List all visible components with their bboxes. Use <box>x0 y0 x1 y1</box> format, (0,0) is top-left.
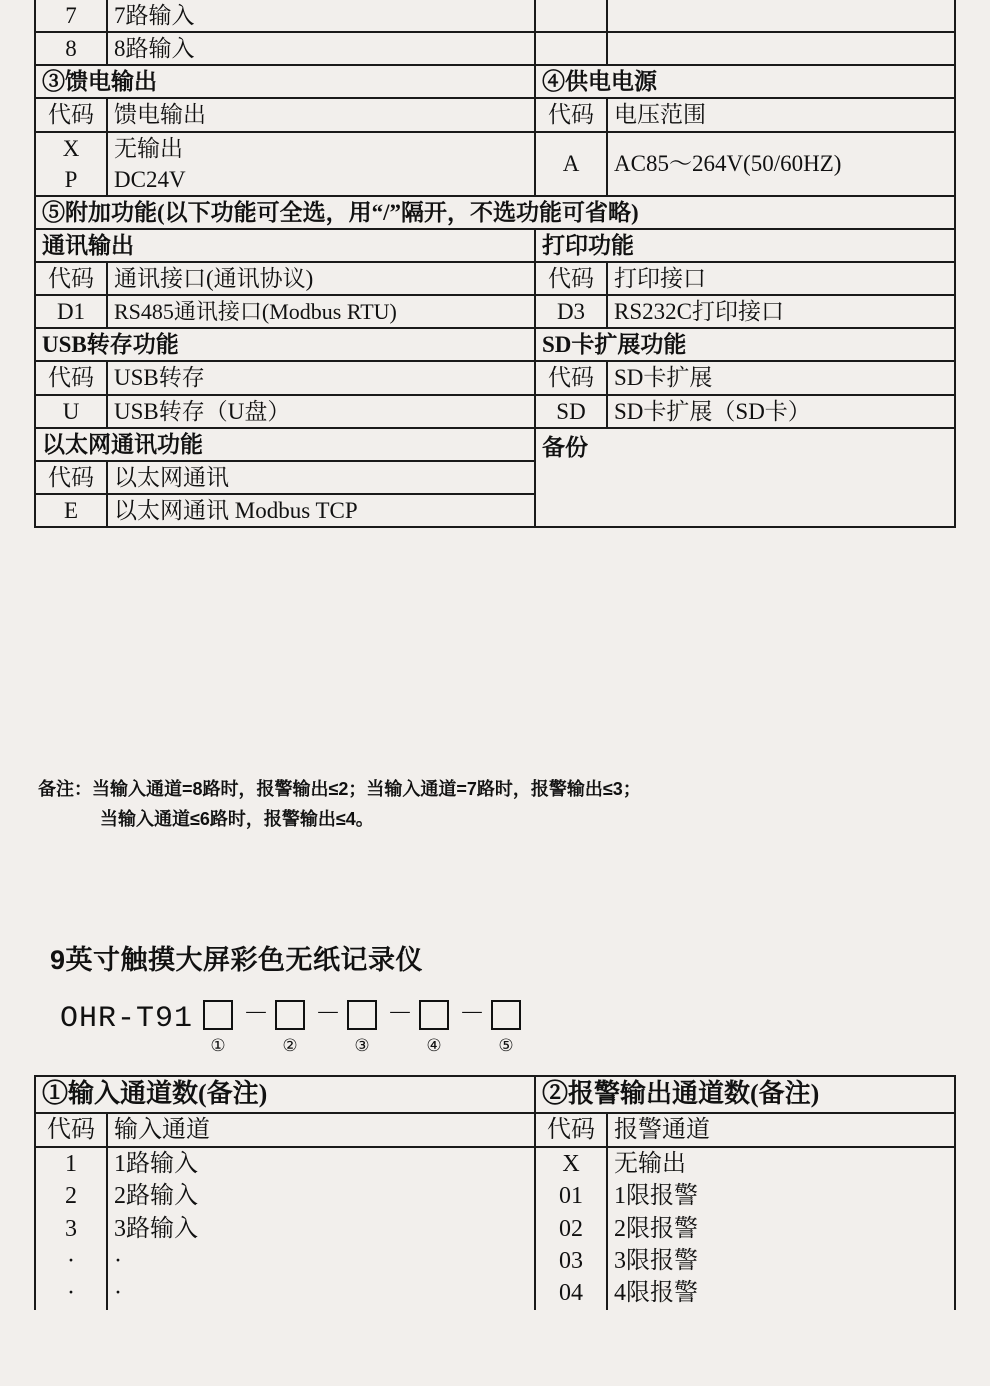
block1-right-title: 打印功能 <box>535 229 955 262</box>
table-row <box>35 1277 955 1309</box>
cell-value: 无输出 <box>107 132 535 164</box>
bottom-left-title: ①输入通道数(备注) <box>35 1076 535 1113</box>
block3-left-col-value: 以太网通讯 <box>107 461 535 494</box>
model-slot-4 <box>409 1000 459 1056</box>
cell-code-right <box>535 32 607 65</box>
remark-block <box>38 775 958 834</box>
cell-value-right: 3限报警 <box>607 1245 955 1277</box>
cell-value-right <box>607 32 955 65</box>
cell-code-right: 03 <box>535 1245 607 1277</box>
bottom-left-col-code: 代码 <box>35 1113 107 1147</box>
cell-code: · <box>35 1245 107 1277</box>
table-row <box>35 1180 955 1212</box>
slot-box-icon <box>419 1000 449 1030</box>
block2-right-col-code: 代码 <box>535 361 607 394</box>
top-spec-table <box>34 0 956 528</box>
subsection-header-row <box>35 328 955 361</box>
cell-value: USB转存（U盘） <box>107 395 535 428</box>
block2-left-title: USB转存功能 <box>35 328 535 361</box>
table-row <box>35 395 955 428</box>
cell-value: 3路输入 <box>107 1213 535 1245</box>
block1-left-col-value: 通讯接口(通讯协议) <box>107 262 535 295</box>
cell-code-right: A <box>535 132 607 196</box>
table-row <box>35 1147 955 1180</box>
cell-value: DC24V <box>107 164 535 196</box>
cell-value: 8路输入 <box>107 32 535 65</box>
cell-code-right: X <box>535 1147 607 1180</box>
cell-code-right <box>535 0 607 32</box>
remark-line-1: 备注：当输入通道=8路时，报警输出≤2；当输入通道=7路时，报警输出≤3； <box>38 779 641 799</box>
remark-line-2: 当输入通道≤6路时，报警输出≤4。 <box>100 808 374 829</box>
slot-box-icon <box>491 1000 521 1030</box>
cell-value-right: RS232C打印接口 <box>607 295 955 328</box>
section4-title: ④供电电源 <box>535 65 955 98</box>
cell-value-right: 4限报警 <box>607 1277 955 1309</box>
bottom-right-col-code: 代码 <box>535 1113 607 1147</box>
slot-marker: ① <box>210 1036 226 1055</box>
table-row <box>35 132 955 164</box>
cell-code: 3 <box>35 1213 107 1245</box>
table-row <box>35 295 955 328</box>
cell-code: D1 <box>35 295 107 328</box>
subsection-header-row <box>35 229 955 262</box>
model-slot-1 <box>193 1000 243 1056</box>
column-header-row <box>35 361 955 394</box>
page-title: 9英寸触摸大屏彩色无纸记录仪 <box>50 945 424 975</box>
cell-value-right: 2限报警 <box>607 1213 955 1245</box>
table-row <box>35 1245 955 1277</box>
cell-code-right: 02 <box>535 1213 607 1245</box>
model-slot-2 <box>265 1000 315 1056</box>
slot-marker: ③ <box>354 1036 370 1055</box>
model-slot-5 <box>481 1000 531 1056</box>
section3-col-code: 代码 <box>35 98 107 131</box>
cell-value: RS485通讯接口(Modbus RTU) <box>107 295 535 328</box>
cell-value-right: 无输出 <box>607 1147 955 1180</box>
cell-code: U <box>35 395 107 428</box>
slot-marker: ⑤ <box>498 1036 514 1055</box>
cell-value: 7路输入 <box>107 0 535 32</box>
bottom-right-col-value: 报警通道 <box>607 1113 955 1147</box>
cell-code: E <box>35 494 107 527</box>
section5-header-row <box>35 196 955 229</box>
cell-code: P <box>35 164 107 196</box>
section3-title: ③馈电输出 <box>35 65 535 98</box>
model-prefix: OHR-T91 <box>60 1002 194 1036</box>
block3-left-col-code: 代码 <box>35 461 107 494</box>
block3-right-title: 备份 <box>535 428 955 527</box>
table-row <box>35 0 955 32</box>
cell-code-right: 01 <box>535 1180 607 1212</box>
slot-box-icon <box>203 1000 233 1030</box>
block1-right-col-value: 打印接口 <box>607 262 955 295</box>
cell-value-right: 1限报警 <box>607 1180 955 1212</box>
bottom-spec-table-wrap <box>0 1075 990 1310</box>
block2-right-col-value: SD卡扩展 <box>607 361 955 394</box>
bottom-right-title: ②报警输出通道数(备注) <box>535 1076 955 1113</box>
cell-value: · <box>107 1245 535 1277</box>
table-row <box>35 32 955 65</box>
block3-left-title: 以太网通讯功能 <box>35 428 535 461</box>
bottom-left-col-value: 输入通道 <box>107 1113 535 1147</box>
slot-separator: － <box>315 1000 342 1030</box>
top-spec-table-wrap <box>0 0 990 528</box>
subsection-header-row <box>35 428 955 461</box>
cell-value: 以太网通讯 Modbus TCP <box>107 494 535 527</box>
cell-value-right: AC85～264V(50/60HZ) <box>607 132 955 196</box>
block1-right-col-code: 代码 <box>535 262 607 295</box>
slot-box-icon <box>347 1000 377 1030</box>
model-code-row <box>60 1000 531 1056</box>
block2-left-col-value: USB转存 <box>107 361 535 394</box>
cell-code-right: SD <box>535 395 607 428</box>
cell-code: 7 <box>35 0 107 32</box>
cell-value-right: SD卡扩展（SD卡） <box>607 395 955 428</box>
section4-col-value: 电压范围 <box>607 98 955 131</box>
section3-col-value: 馈电输出 <box>107 98 535 131</box>
block2-left-col-code: 代码 <box>35 361 107 394</box>
model-slot-3 <box>337 1000 387 1056</box>
cell-value: 1路输入 <box>107 1147 535 1180</box>
cell-value: 2路输入 <box>107 1180 535 1212</box>
section-header-row <box>35 65 955 98</box>
slot-separator: － <box>387 1000 414 1030</box>
section5-title: ⑤附加功能(以下功能可全选，用“/”隔开，不选功能可省略) <box>35 196 955 229</box>
cell-code-right: 04 <box>535 1277 607 1309</box>
slot-box-icon <box>275 1000 305 1030</box>
cell-code: X <box>35 132 107 164</box>
model-slots <box>193 1000 531 1056</box>
cell-code-right: D3 <box>535 295 607 328</box>
column-header-row <box>35 98 955 131</box>
bottom-spec-table <box>34 1075 956 1310</box>
cell-value-right <box>607 0 955 32</box>
slot-marker: ④ <box>426 1036 442 1055</box>
slot-marker: ② <box>282 1036 298 1055</box>
block1-left-title: 通讯输出 <box>35 229 535 262</box>
cell-code: 1 <box>35 1147 107 1180</box>
cell-code: 2 <box>35 1180 107 1212</box>
cell-code: 8 <box>35 32 107 65</box>
section-header-row <box>35 1076 955 1113</box>
slot-separator: － <box>459 1000 486 1030</box>
block1-left-col-code: 代码 <box>35 262 107 295</box>
slot-separator: － <box>243 1000 270 1030</box>
column-header-row <box>35 262 955 295</box>
cell-code: · <box>35 1277 107 1309</box>
section4-col-code: 代码 <box>535 98 607 131</box>
cell-value: · <box>107 1277 535 1309</box>
table-row <box>35 1213 955 1245</box>
block2-right-title: SD卡扩展功能 <box>535 328 955 361</box>
column-header-row <box>35 1113 955 1147</box>
